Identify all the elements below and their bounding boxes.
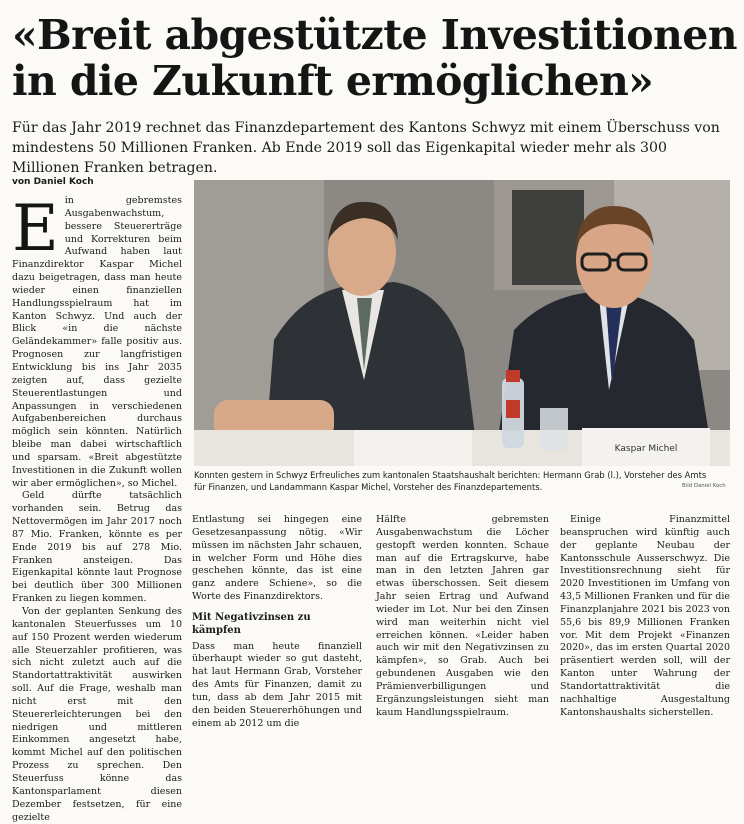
article-paragraph: Hälfte gebremsten Ausgabenwachstum die Löcher gestopft werden konnten. Schaue man auf die Ertragskurve, habe man in den letzten Jahren gar etwas überschossen. Seit diesem Jahr seien Ertrag und Aufwand wieder im Lot. Nur bei den Zinsen wird man weiterhin nicht viel erreichen können. «Leider haben auch wir mit den Negativzinsen zu kämpfen», so Grab. Auch bei gebundenen Ausgaben wie den Prämienverbilligungen und Ergänzungsleistungen sieht man kaum Handlungsspielraum. — [376, 514, 549, 718]
article-column-3 — [376, 514, 549, 718]
byline: von Daniel Koch — [12, 177, 94, 187]
article-headline: «Breit abgestützte Investitionen in die Zukunft ermöglichen» — [12, 11, 737, 105]
dropcap: E — [12, 192, 59, 266]
article-paragraph: Ein gebremstes Ausgabenwachstum, bessere Steuererträge und Korrekturen beim Aufwand haben laut Finanzdirektor Kaspar Michel dazu beigetragen, dass man heute wieder einen finanziellen Handlungsspielraum hat im Kanton Schwyz. Und auch der Blick «in die nächste Geländekammer» falle positiv aus. Prognosen zur langfristigen Entwicklung bis ins Jahr 2035 zeigten auf, dass gezielte Steuerentlastungen und Anpassungen in verschiedenen Aufgabenbereichen durchaus möglich sein könnten. Natürlich bleibe man dabei wirtschaftlich und sparsam. «Breit abgestützte Investitionen in die Zukunft wollen wir aber ermöglichen», so Michel. — [12, 192, 182, 489]
photo-credit: Bild Daniel Koch — [682, 483, 726, 489]
photo-caption: Konnten gestern in Schwyz Erfreuliches zum kantonalen Staatshaushalt berichten: Hermann Grab (l.), Vorsteher des Amts für Finanzen, und Landammann Kaspar Michel, Vorsteher des Finanzdepartements. — [194, 470, 707, 492]
article-photo — [194, 180, 730, 466]
nameplate-right: Kaspar Michel — [614, 444, 678, 454]
article-column-4 — [560, 514, 730, 718]
article-column-1 — [12, 192, 182, 823]
article-paragraph: Entlastung sei hingegen eine Gesetzesanpassung nötig. «Wir müssen im nächsten Jahr schauen, in welcher Form und Höhe dies geschehen könnte, das ist eine ganz andere Schiene», so die Worte des Finanzdirektors. — [192, 514, 362, 603]
article-lead: Für das Jahr 2019 rechnet das Finanzdepartement des Kantons Schwyz mit einem Überschuss von mindestens 50 Millionen Franken. Ab Ende 2019 soll das Eigenkapital wieder mehr als 300 Millionen Franken betragen. — [12, 120, 720, 176]
article-paragraph: Von der geplanten Senkung des kantonalen Steuerfusses um 10 auf 150 Prozent werden wiederum alle Steuerzahler profitieren, was sich nicht zuletzt auch auf die Standortattraktivität auswirken soll. Auf die Frage, weshalb man nicht erst mit den Steuererleichterungen bei den niedrigen und mittleren Einkommen angesetzt habe, kommt Michel auf den politischen Prozess zu sprechen. Den Steuerfuss könne das Kantonsparlament diesen Dezember festsetzen, für eine gezielte — [12, 606, 182, 823]
article-paragraph: Dass man heute finanziell überhaupt wieder so gut dasteht, hat laut Hermann Grab, Vorsteher des Amts für Finanzen, damit zu tun, dass ab dem Jahr 2015 mit den beiden Steuererhöhungen und einem ab 2012 um die — [192, 640, 362, 729]
article-column-2 — [192, 514, 362, 729]
article-paragraph: Geld dürfte tatsächlich vorhanden sein. Betrug das Nettovermögen im Jahr 2017 noch 87 Mio. Franken, könnte es per Ende 2019 bis auf 278 Mio. Franken ansteigen. Das Eigenkapital könnte laut Prognose bei deutlich über 300 Millionen Franken zu liegen kommen. — [12, 490, 182, 605]
article-subhead: Mit Negativzinsen zu kämpfen — [192, 611, 311, 636]
photo-two-men-at-press-conference — [194, 180, 730, 466]
article-paragraph: Einige Finanzmittel beanspruchen wird künftig auch der geplante Neubau der Kantonsschule Ausserschwyz. Die Investitionsrechnung sieht für 2020 Investitionen im Umfang von 43,5 Millionen Franken und für die Finanzplanjahre 2021 bis 2023 von 55,6 bis 89,9 Millionen Franken vor. Mit dem Projekt «Finanzen 2020», das im ersten Quartal 2020 präsentiert werden soll, will der Kanton unter Wahrung der Standortattraktivität die nachhaltige Ausgestaltung Kantonshaushalts sicherstellen. — [560, 514, 730, 718]
